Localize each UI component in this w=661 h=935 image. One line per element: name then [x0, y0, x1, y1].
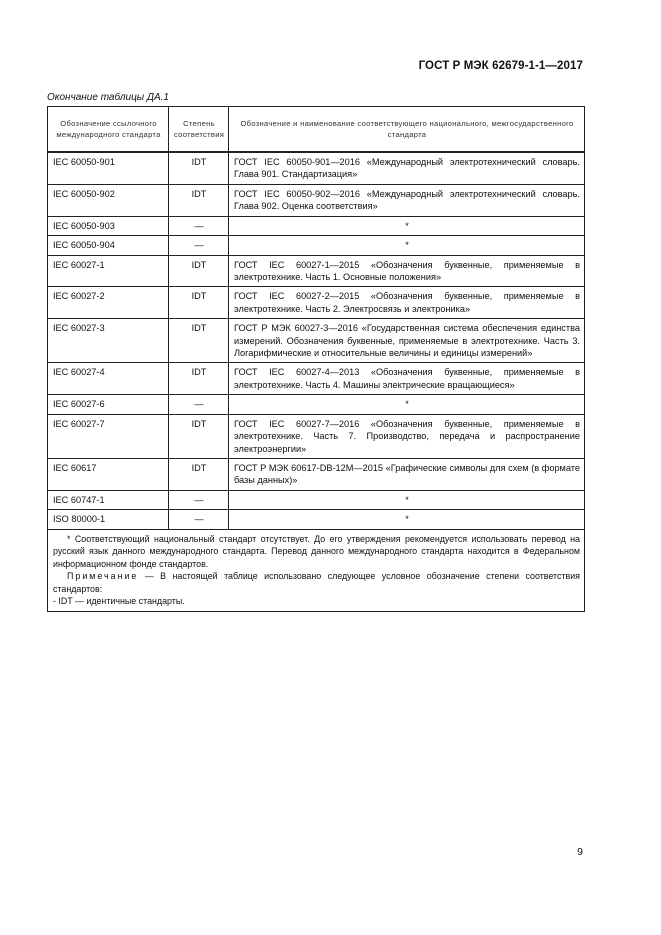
table-row — [48, 236, 585, 255]
table-row — [48, 510, 585, 529]
conformity-degree: IDT — [169, 255, 229, 287]
column-header-conformity-degree: Степень соответствия — [169, 107, 229, 153]
national-standard-title: * — [229, 490, 585, 509]
international-standard-code: ISO 80000-1 — [48, 510, 169, 529]
page-number: 9 — [577, 846, 583, 858]
table-row — [48, 319, 585, 363]
column-header-international-standard: Обозначение ссылочного международного стандарта — [48, 107, 169, 153]
national-standard-title: ГОСТ IEC 60027-1—2015 «Обозначения буквенные, применяемые в электротехнике. Часть 1. Основные положения» — [229, 255, 585, 287]
international-standard-code: IEC 60050-901 — [48, 152, 169, 184]
table-row — [48, 184, 585, 216]
footnote-note — [53, 570, 580, 595]
national-standard-title: ГОСТ Р МЭК 60617-DB-12M—2015 «Графические символы для схем (в формате базы данных)» — [229, 459, 585, 491]
table-footnote-row — [48, 529, 585, 611]
table-row — [48, 287, 585, 319]
table-row — [48, 363, 585, 395]
table-row — [48, 395, 585, 414]
international-standard-code: IEC 60050-903 — [48, 216, 169, 235]
national-standard-title: * — [229, 510, 585, 529]
note-text: — В настоящей таблице использовано следующее условное обозначение степени соответствия стандартов: — [53, 571, 580, 594]
conformity-degree: IDT — [169, 184, 229, 216]
conformity-degree: IDT — [169, 459, 229, 491]
international-standard-code: IEC 60747-1 — [48, 490, 169, 509]
table-caption: Окончание таблицы ДА.1 — [47, 92, 169, 103]
footnote-legend-item: - IDT — идентичные стандарты. — [53, 596, 185, 607]
conformity-degree: — — [169, 490, 229, 509]
international-standard-code: IEC 60027-6 — [48, 395, 169, 414]
international-standard-code: IEC 60027-4 — [48, 363, 169, 395]
conformity-degree: — — [169, 510, 229, 529]
table-row — [48, 255, 585, 287]
national-standard-title: ГОСТ IEC 60050-901—2016 «Международный электротехнический словарь. Глава 901. Стандартизация» — [229, 152, 585, 184]
national-standard-title: * — [229, 236, 585, 255]
reference-standards-table — [47, 106, 585, 612]
table-row — [48, 414, 585, 458]
international-standard-code: IEC 60617 — [48, 459, 169, 491]
column-header-national-standard: Обозначение и наименование соответствующего национального, межгосударственного стандарта — [229, 107, 585, 153]
international-standard-code: IEC 60050-902 — [48, 184, 169, 216]
conformity-degree: IDT — [169, 414, 229, 458]
conformity-degree: IDT — [169, 287, 229, 319]
international-standard-code: IEC 60027-7 — [48, 414, 169, 458]
note-label: Примечание — [67, 571, 139, 582]
conformity-degree: — — [169, 395, 229, 414]
national-standard-title: ГОСТ IEC 60027-7—2016 «Обозначения буквенные, применяемые в электротехнике. Часть 7. Производство, передача и распространение электроэнергии» — [229, 414, 585, 458]
table-row — [48, 490, 585, 509]
conformity-degree: IDT — [169, 363, 229, 395]
conformity-degree: — — [169, 216, 229, 235]
table-header-row — [48, 107, 585, 153]
conformity-degree: — — [169, 236, 229, 255]
international-standard-code: IEC 60027-3 — [48, 319, 169, 363]
international-standard-code: IEC 60050-904 — [48, 236, 169, 255]
national-standard-title: ГОСТ Р МЭК 60027-3—2016 «Государственная система обеспечения единства измерений. Обозначения буквенные, применяемые в электротехнике. Часть 3. Логарифмические и относительные величины и единицы измерений» — [229, 319, 585, 363]
table-footnote — [48, 529, 585, 611]
national-standard-title: ГОСТ IEC 60050-902—2016 «Международный электротехнический словарь. Глава 902. Оценка соответствия» — [229, 184, 585, 216]
conformity-degree: IDT — [169, 319, 229, 363]
international-standard-code: IEC 60027-2 — [48, 287, 169, 319]
table-row — [48, 216, 585, 235]
document-header-code: ГОСТ Р МЭК 62679-1-1—2017 — [418, 60, 583, 72]
conformity-degree: IDT — [169, 152, 229, 184]
national-standard-title: ГОСТ IEC 60027-4—2013 «Обозначения буквенные, применяемые в электротехнике. Часть 4. Машины электрические вращающиеся» — [229, 363, 585, 395]
footnote-asterisk-note: * Соответствующий национальный стандарт отсутствует. До его утверждения рекомендуется использовать перевод на русский язык данного международного стандарта. Перевод данного международного стандарта находится в Федеральном информационном фонде стандартов. — [53, 533, 580, 569]
table-row — [48, 152, 585, 184]
national-standard-title: * — [229, 216, 585, 235]
national-standard-title: ГОСТ IEC 60027-2—2015 «Обозначения буквенные, применяемые в электротехнике. Часть 2. Электросвязь и электроника» — [229, 287, 585, 319]
table-row — [48, 459, 585, 491]
national-standard-title: * — [229, 395, 585, 414]
international-standard-code: IEC 60027-1 — [48, 255, 169, 287]
